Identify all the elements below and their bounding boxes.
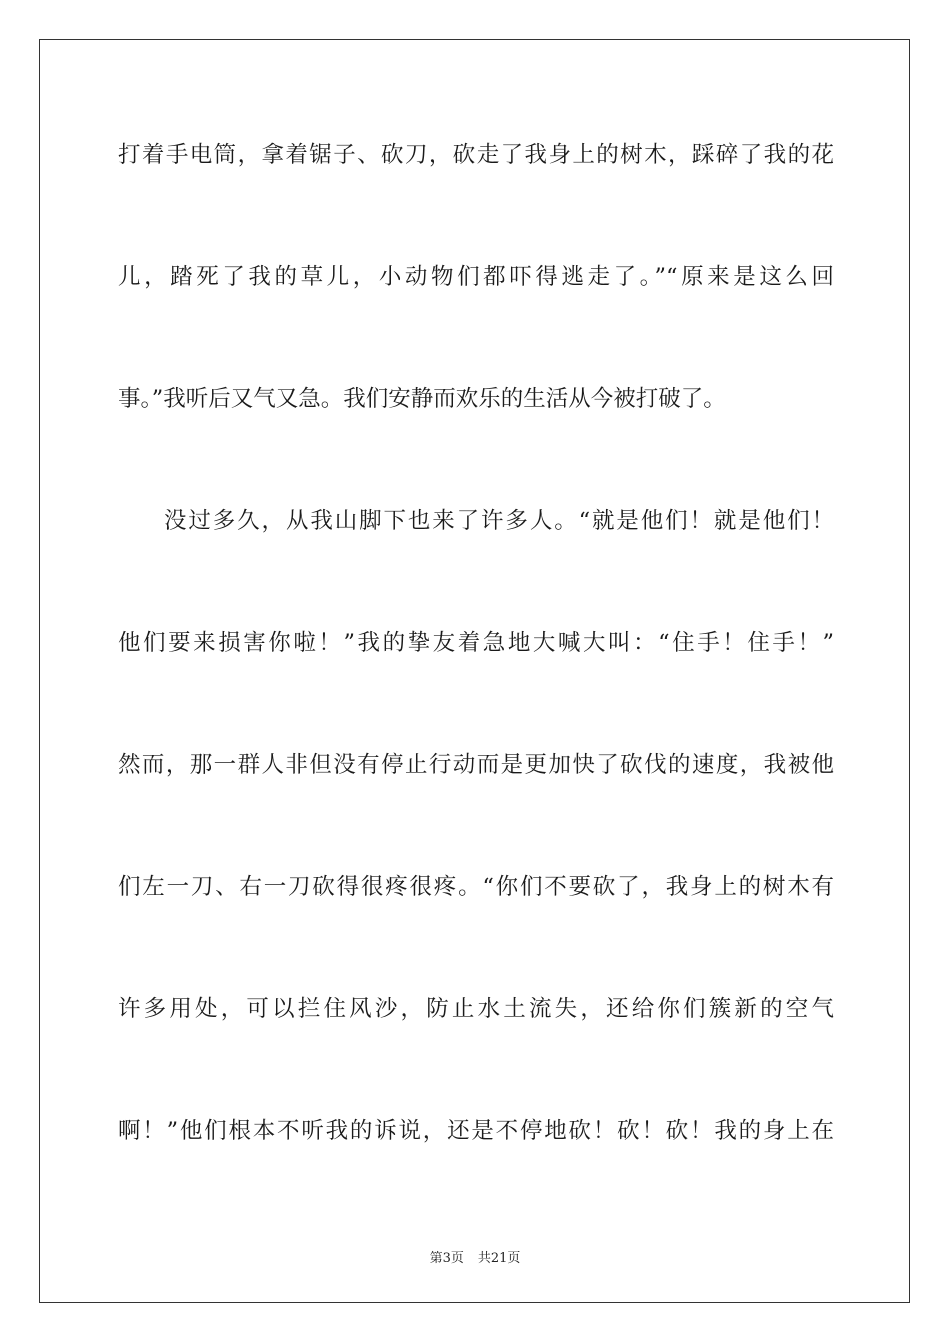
text-line: 然而，那一群人非但没有停止行动而是更加快了砍伐的速度，我被他 (118, 752, 834, 778)
total-pages: 共21页 (477, 1251, 521, 1266)
text-line: 们左一刀、右一刀砍得很疼很疼。“你们不要砍了，我身上的树木有 (118, 874, 834, 900)
text-line: 许多用处，可以拦住风沙，防止水土流失，还给你们簇新的空气 (118, 996, 834, 1022)
text-line: 儿，踏死了我的草儿，小动物们都吓得逃走了。”“原来是这么回 (118, 264, 834, 290)
text-line: 他们要来损害你啦！”我的挚友着急地大喊大叫：“住手！住手！” (118, 630, 834, 656)
page-number: 第3页 (429, 1251, 464, 1266)
text-line: 啊！”他们根本不听我的诉说，还是不停地砍！砍！砍！我的身上在 (118, 1118, 834, 1144)
body-text (118, 125, 834, 1223)
paragraph-start-line: 没过多久，从我山脚下也来了许多人。“就是他们！就是他们！ (164, 508, 834, 534)
page-footer (0, 1247, 950, 1266)
text-line: 事。”我听后又气又急。我们安静而欢乐的生活从今被打破了。 (118, 386, 726, 412)
text-line: 打着手电筒，拿着锯子、砍刀，砍走了我身上的树木，踩碎了我的花 (118, 142, 834, 168)
